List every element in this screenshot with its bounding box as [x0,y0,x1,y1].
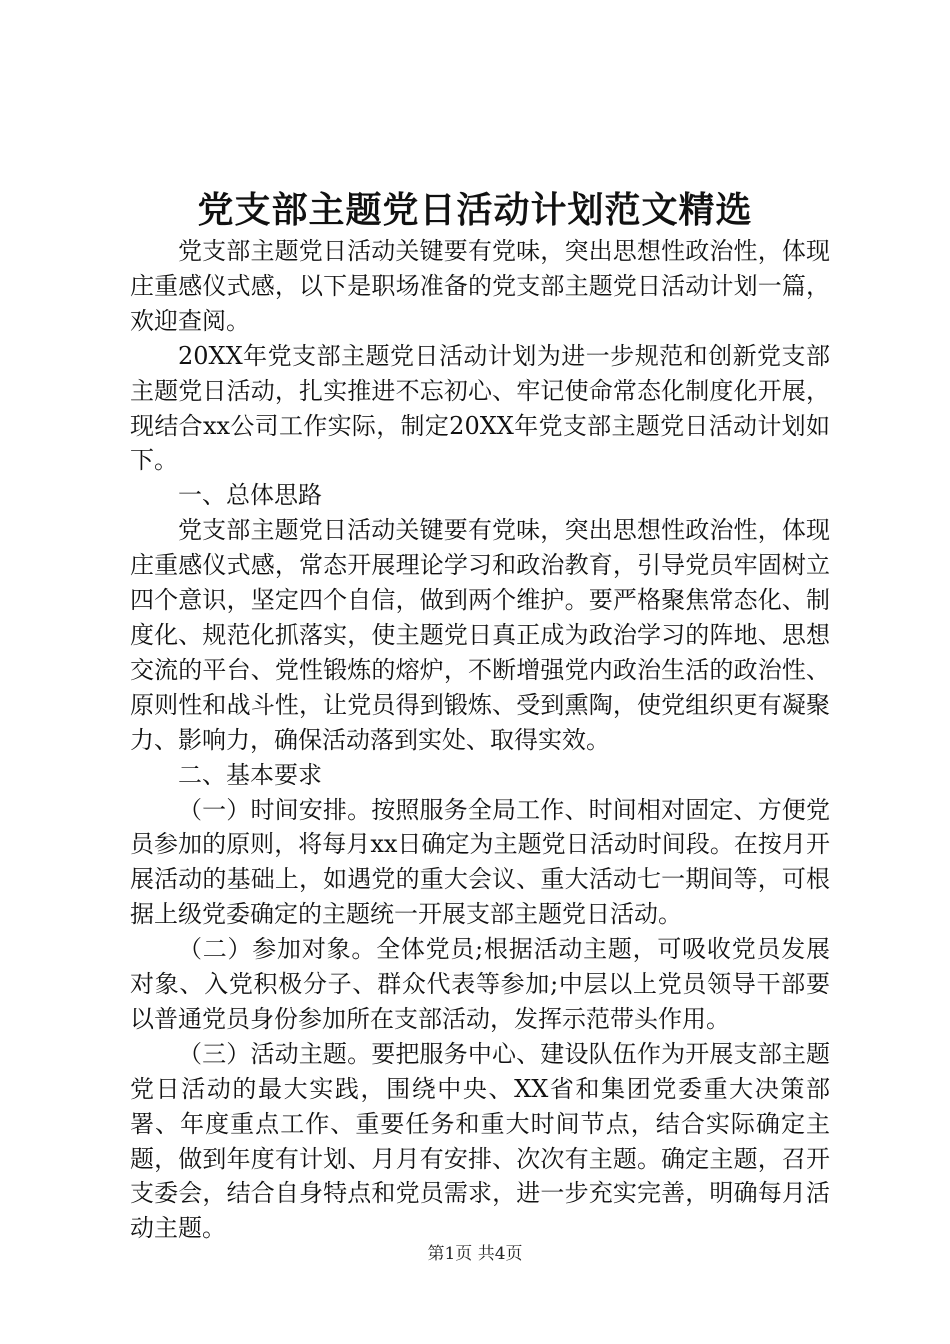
paragraph-plan-purpose: 20XX年党支部主题党日活动计划为进一步规范和创新党支部主题党日活动，扎实推进不忘初心、牢记使命常态化制度化开展，现结合xx公司工作实际，制定20XX年党支部主题党日活动计划如下。 [130,341,830,475]
paragraph-activity-theme: （三）活动主题。要把服务中心、建设队伍作为开展支部主题党日活动的最大实践，围绕中央、XX省和集团党委重大决策部署、年度重点工作、重要任务和重大时间节点，结合实际确定主题，做到年度有计划、月月有安排、次次有主题。确定主题，召开支委会，结合自身特点和党员需求，进一步充实完善，明确每月活动主题。 [130,1039,830,1243]
document-body [130,234,830,1246]
paragraph-overall-approach: 党支部主题党日活动关键要有党味，突出思想性政治性，体现庄重感仪式感，常态开展理论学习和政治教育，引导党员牢固树立四个意识，坚定四个自信，做到两个维护。要严格聚焦常态化、制度化、规范化抓落实，使主题党日真正成为政治学习的阵地、思想交流的平台、党性锻炼的熔炉，不断增强党内政治生活的政治性、原则性和战斗性，让党员得到锻炼、受到熏陶，使党组织更有凝聚力、影响力，确保活动落到实处、取得实效。 [130,516,830,754]
page-footer: 第1页 共4页 [427,1244,523,1264]
paragraph-intro: 党支部主题党日活动关键要有党味，突出思想性政治性，体现庄重感仪式感，以下是职场准备的党支部主题党日活动计划一篇，欢迎查阅。 [130,237,830,335]
paragraph-participants: （二）参加对象。全体党员;根据活动主题，可吸收党员发展对象、入党积极分子、群众代表等参加;中层以上党员领导干部要以普通党员身份参加所在支部活动，发挥示范带头作用。 [130,935,830,1033]
document-title: 党支部主题党日活动计划范文精选 [197,189,753,231]
paragraph-time-arrangement: （一）时间安排。按照服务全局工作、时间相对固定、方便党员参加的原则，将每月xx日确定为主题党日活动时间段。在按月开展活动的基础上，如遇党的重大会议、重大活动七一期间等，可根据上级党委确定的主题统一开展支部主题党日活动。 [130,795,830,929]
section-heading-overall-approach: 一、总体思路 [178,481,322,510]
section-heading-basic-requirements: 二、基本要求 [178,760,322,789]
